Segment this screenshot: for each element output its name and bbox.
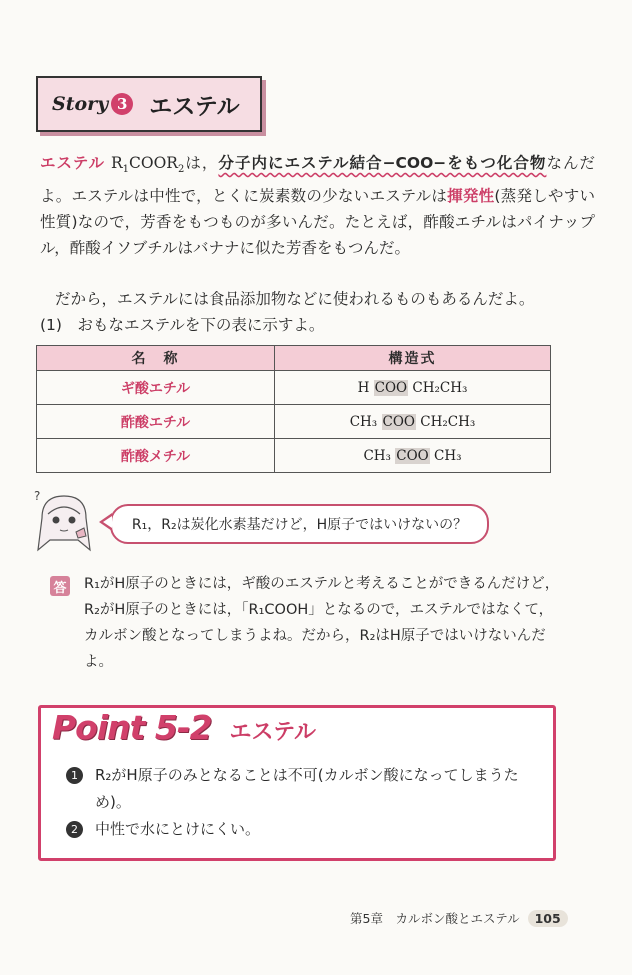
point-list <box>66 762 536 843</box>
speech-bubble-tail-inner <box>103 516 112 528</box>
ester-term: エステル <box>40 154 106 172</box>
ester-name: 酢酸メチル <box>37 439 275 473</box>
question-text: R₁，R₂は炭化水素基だけど，H原子ではいけないの？ <box>131 517 468 533</box>
point-item-text: R₂がH原子のみとなることは不可(カルボン酸になってしまうため)。 <box>95 766 519 811</box>
list-item <box>66 816 536 843</box>
story-number-badge: 3 <box>111 93 133 115</box>
key-definition: 分子内にエステル結合−COO−をもつ化合物 <box>218 154 547 172</box>
intro-paragraph: エステル $R_1COOR_2$は，分子内にエステル結合−COO−をもつ化合物なんだよ。エステルは中性で，とくに炭素数の少ないエステルは揮発性(蒸発しやすい性質)なので，芳香をもつものが多いんだ。たとえば，酢酸エチルはパイナップル，酢酸イソブチルはバナナに似た芳香をもつんだ。 <box>40 154 595 258</box>
question-bubble <box>110 504 489 544</box>
number-badge: 1 <box>66 767 83 784</box>
coo-group: COO <box>382 413 415 430</box>
number-badge: 2 <box>66 821 83 838</box>
story-tag <box>52 93 133 115</box>
table-header-row <box>37 346 551 371</box>
answer-icon: 答 <box>50 576 70 596</box>
coo-group: COO <box>374 379 408 396</box>
story-header <box>36 76 262 132</box>
character-illustration <box>28 488 98 558</box>
chapter-label: 第5章 カルボン酸とエステル <box>350 911 520 926</box>
ester-formula-cell: H COO CH₂CH₃ <box>275 371 551 405</box>
header-name: 名 称 <box>37 346 275 371</box>
point-subtitle: エステル <box>229 720 317 745</box>
ester-name: ギ酸エチル <box>37 371 275 405</box>
ester-table <box>36 345 551 473</box>
table-row <box>37 439 551 473</box>
svg-text:?: ? <box>34 489 41 503</box>
ester-formula-cell: CH₃ COO CH₃ <box>275 439 551 473</box>
point-heading <box>52 708 316 747</box>
header-formula: 構造式 <box>275 346 551 371</box>
table-row <box>37 371 551 405</box>
table-row <box>37 405 551 439</box>
page-number: 105 <box>528 910 568 927</box>
answer-text: R₁がH原子のときには，ギ酸のエステルと考えることができるんだけど，R₂がH原子のときには，「R₁COOH」となるので，エステルではなくて，カルボン酸となってしまうよね。だから，R₂はH原子ではいけないんだよ。 <box>84 576 560 670</box>
volatile-term: 揮発性 <box>447 187 495 206</box>
story-title: エステル <box>149 93 240 120</box>
list-item <box>66 762 536 816</box>
ester-formula: $R_1COOR_2$ <box>110 154 185 176</box>
coo-group: COO <box>396 447 429 464</box>
point-item-text: 中性で水にとけにくい。 <box>95 820 261 838</box>
point-title: Point 5-2 <box>52 708 212 747</box>
ester-name: 酢酸エチル <box>37 405 275 439</box>
ester-formula-cell: CH₃ COO CH₂CH₃ <box>275 405 551 439</box>
usage-paragraph: だから，エステルには食品添加物などに使われるものもあるんだよ。 <box>55 290 535 308</box>
page-footer <box>350 909 568 927</box>
table-intro: (1) おもなエステルを下の表に示すよ。 <box>40 316 325 334</box>
story-label: Story <box>52 93 109 115</box>
